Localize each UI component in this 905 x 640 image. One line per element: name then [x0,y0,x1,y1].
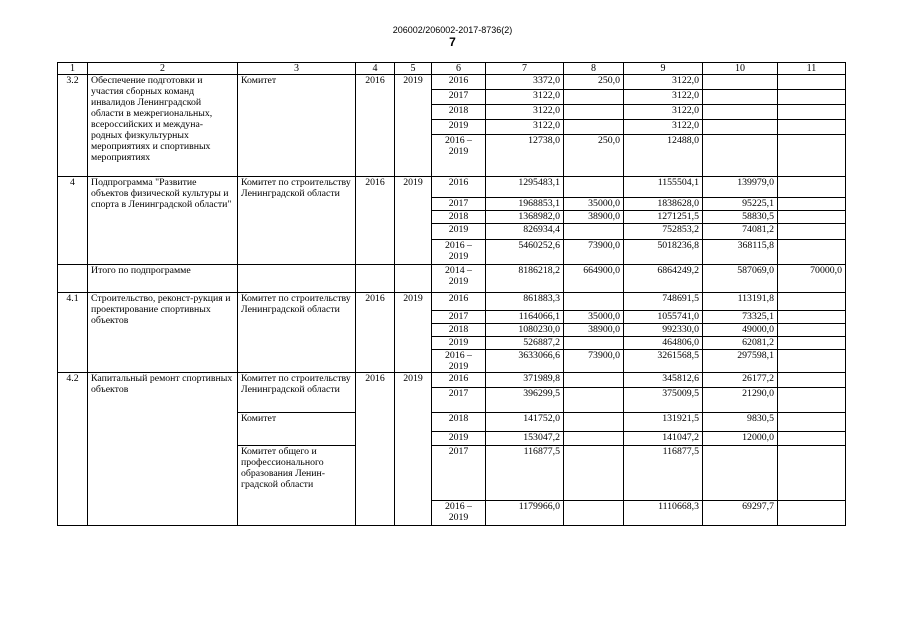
activity-name: Итого по подпрограмме [88,265,238,293]
local-cell: 587069,0 [703,265,778,293]
end-year: 2019 [395,293,432,373]
federal-cell [564,337,624,350]
period-cell: 2016 [432,293,486,311]
federal-cell: 35000,0 [564,311,624,324]
other-cell: 70000,0 [778,265,846,293]
col-header: 11 [778,63,846,75]
other-cell [778,446,846,501]
other-cell [778,432,846,446]
regional-cell: 116877,5 [624,446,703,501]
executor: Комитет общего и профессионального образования Ленин-градской области [238,446,356,526]
regional-cell: 141047,2 [624,432,703,446]
period-cell: 2016 – 2019 [432,350,486,373]
other-cell [778,501,846,526]
total-cell: 1968853,1 [486,198,564,211]
executor: Комитет [238,413,356,446]
regional-cell: 3261568,5 [624,350,703,373]
activity-name: Обеспечение подготовки и участия сборных команд инвалидов Ленинградской области в межрегиональных, всероссийских и междуна-родных физкультурных мероприятиях и спортивных мероприятиях [88,75,238,177]
federal-cell [564,177,624,198]
period-cell: 2019 [432,120,486,135]
col-header: 10 [703,63,778,75]
local-cell: 69297,7 [703,501,778,526]
total-cell: 1179966,0 [486,501,564,526]
local-cell [703,90,778,105]
other-cell [778,388,846,413]
start-year [356,265,395,293]
period-cell: 2014 – 2019 [432,265,486,293]
period-cell: 2019 [432,224,486,240]
total-cell: 8186218,2 [486,265,564,293]
period-cell: 2017 [432,198,486,211]
period-cell: 2016 [432,75,486,90]
col-header: 2 [88,63,238,75]
federal-cell [564,432,624,446]
total-cell: 1368982,0 [486,211,564,224]
total-cell: 3122,0 [486,90,564,105]
total-cell: 371989,8 [486,373,564,388]
table-row [58,293,846,311]
column-header-row [58,63,846,75]
regional-cell: 1110668,3 [624,501,703,526]
executor: Комитет по строительству Ленинградской области [238,293,356,373]
start-year: 2016 [356,177,395,265]
local-cell: 74081,2 [703,224,778,240]
total-cell: 3122,0 [486,120,564,135]
federal-cell: 664900,0 [564,265,624,293]
other-cell [778,224,846,240]
regional-cell: 6864249,2 [624,265,703,293]
row-number: 4.2 [58,373,88,526]
regional-cell: 752853,2 [624,224,703,240]
end-year: 2019 [395,75,432,177]
regional-cell: 748691,5 [624,293,703,311]
budget-table [57,62,846,526]
document-id: 206002/206002-2017-8736(2) [392,25,513,35]
total-cell: 1164066,1 [486,311,564,324]
page-number: 7 [449,35,456,49]
federal-cell [564,90,624,105]
regional-cell: 375009,5 [624,388,703,413]
other-cell [778,211,846,224]
local-cell: 21290,0 [703,388,778,413]
federal-cell [564,373,624,388]
period-cell: 2017 [432,311,486,324]
row-number: 3.2 [58,75,88,177]
period-cell: 2017 [432,446,486,501]
executor: Комитет по строительству Ленинградской области [238,373,356,413]
local-cell: 113191,8 [703,293,778,311]
federal-cell: 38900,0 [564,211,624,224]
other-cell [778,120,846,135]
other-cell [778,413,846,432]
federal-cell [564,120,624,135]
row-number: 4 [58,177,88,265]
total-cell: 141752,0 [486,413,564,432]
federal-cell [564,413,624,432]
end-year: 2019 [395,373,432,526]
other-cell [778,90,846,105]
other-cell [778,324,846,337]
local-cell [703,120,778,135]
regional-cell: 5018236,8 [624,240,703,265]
total-cell: 3633066,6 [486,350,564,373]
table-row [58,373,846,388]
executor: Комитет по строительству Ленинградской области [238,177,356,265]
total-cell: 1295483,1 [486,177,564,198]
local-cell [703,75,778,90]
other-cell [778,75,846,90]
federal-cell [564,293,624,311]
regional-cell: 3122,0 [624,120,703,135]
activity-name: Капитальный ремонт спортивных объектов [88,373,238,526]
federal-cell: 250,0 [564,135,624,177]
federal-cell: 38900,0 [564,324,624,337]
federal-cell [564,105,624,120]
total-cell: 3372,0 [486,75,564,90]
period-cell: 2018 [432,105,486,120]
local-cell: 9830,5 [703,413,778,432]
regional-cell: 131921,5 [624,413,703,432]
local-cell: 12000,0 [703,432,778,446]
other-cell [778,373,846,388]
federal-cell: 250,0 [564,75,624,90]
local-cell [703,105,778,120]
start-year: 2016 [356,373,395,526]
col-header: 8 [564,63,624,75]
local-cell: 368115,8 [703,240,778,265]
total-cell: 12738,0 [486,135,564,177]
other-cell [778,293,846,311]
federal-cell: 73900,0 [564,350,624,373]
period-cell: 2016 – 2019 [432,501,486,526]
period-cell: 2018 [432,413,486,432]
start-year: 2016 [356,75,395,177]
row-number [58,265,88,293]
table-row [58,177,846,198]
col-header: 1 [58,63,88,75]
executor: Комитет [238,75,356,177]
period-cell: 2017 [432,90,486,105]
other-cell [778,105,846,120]
other-cell [778,337,846,350]
period-cell: 2016 [432,373,486,388]
total-cell: 526887,2 [486,337,564,350]
regional-cell: 464806,0 [624,337,703,350]
federal-cell [564,446,624,501]
federal-cell [564,224,624,240]
row-number: 4.1 [58,293,88,373]
end-year: 2019 [395,177,432,265]
subtotal-row [58,265,846,293]
total-cell: 3122,0 [486,105,564,120]
local-cell: 58830,5 [703,211,778,224]
total-cell: 396299,5 [486,388,564,413]
total-cell: 153047,2 [486,432,564,446]
col-header: 6 [432,63,486,75]
total-cell: 826934,4 [486,224,564,240]
local-cell: 26177,2 [703,373,778,388]
total-cell: 5460252,6 [486,240,564,265]
local-cell: 73325,1 [703,311,778,324]
col-header: 7 [486,63,564,75]
end-year [395,265,432,293]
other-cell [778,135,846,177]
local-cell: 139979,0 [703,177,778,198]
regional-cell: 3122,0 [624,90,703,105]
regional-cell: 1271251,5 [624,211,703,224]
regional-cell: 12488,0 [624,135,703,177]
local-cell: 297598,1 [703,350,778,373]
executor [238,265,356,293]
local-cell: 95225,1 [703,198,778,211]
regional-cell: 992330,0 [624,324,703,337]
regional-cell: 1055741,0 [624,311,703,324]
federal-cell [564,501,624,526]
regional-cell: 345812,6 [624,373,703,388]
period-cell: 2016 – 2019 [432,135,486,177]
table-row [58,75,846,90]
start-year: 2016 [356,293,395,373]
other-cell [778,198,846,211]
period-cell: 2018 [432,324,486,337]
period-cell: 2016 – 2019 [432,240,486,265]
local-cell: 62081,2 [703,337,778,350]
activity-name: Строительство, реконст-рукция и проектирование спортивных объектов [88,293,238,373]
other-cell [778,177,846,198]
local-cell: 49000,0 [703,324,778,337]
period-cell: 2016 [432,177,486,198]
period-cell: 2019 [432,337,486,350]
local-cell [703,135,778,177]
other-cell [778,311,846,324]
federal-cell [564,388,624,413]
federal-cell: 73900,0 [564,240,624,265]
col-header: 5 [395,63,432,75]
local-cell [703,446,778,501]
col-header: 9 [624,63,703,75]
regional-cell: 3122,0 [624,75,703,90]
regional-cell: 3122,0 [624,105,703,120]
col-header: 3 [238,63,356,75]
total-cell: 1080230,0 [486,324,564,337]
regional-cell: 1155504,1 [624,177,703,198]
activity-name: Подпрограмма "Развитие объектов физической культуры и спорта в Ленинградской области" [88,177,238,265]
total-cell: 116877,5 [486,446,564,501]
other-cell [778,240,846,265]
col-header: 4 [356,63,395,75]
period-cell: 2017 [432,388,486,413]
regional-cell: 1838628,0 [624,198,703,211]
period-cell: 2018 [432,211,486,224]
other-cell [778,350,846,373]
federal-cell: 35000,0 [564,198,624,211]
period-cell: 2019 [432,432,486,446]
total-cell: 861883,3 [486,293,564,311]
